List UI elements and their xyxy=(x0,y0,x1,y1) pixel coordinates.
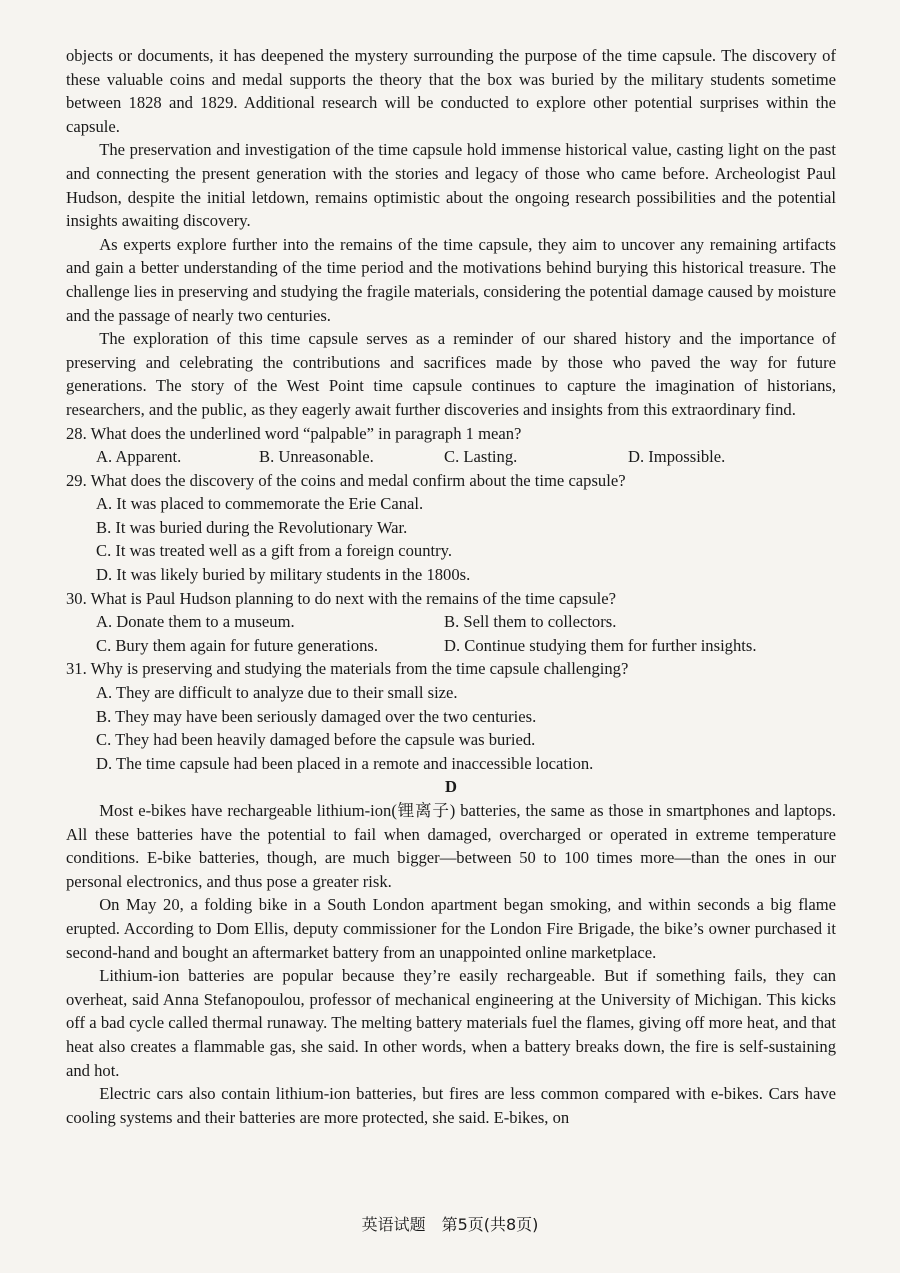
passage-d-paragraph: Electric cars also contain lithium-ion batteries, but fires are less common compared with e-bikes. Cars have cooling systems and their batteries are more protected, she said. E-bikes, on xyxy=(66,1084,836,1127)
option-c: C. They had been heavily damaged before the capsule was buried. xyxy=(96,730,536,750)
question-stem: 31. Why is preserving and studying the materials from the time capsule challenging? xyxy=(66,659,629,679)
options-row xyxy=(66,634,836,658)
question-stem: 30. What is Paul Hudson planning to do next with the remains of the time capsule? xyxy=(66,588,616,608)
exam-page xyxy=(66,44,836,1129)
question-31 xyxy=(66,657,836,775)
section-heading: D xyxy=(445,777,457,797)
option-c: C. Bury them again for future generations. xyxy=(96,635,379,655)
option-b: B. They may have been seriously damaged over the two centuries. xyxy=(96,706,537,726)
passage-c-paragraph: The exploration of this time capsule serves as a reminder of our shared history and the importance of preserving and celebrating the contributions and sacrifices made by those who paved the way for future generations. The story of the West Point time capsule continues to capture the imagination of historians, researchers, and the public, as they eagerly await further discoveries and insights from this extraordinary find. xyxy=(66,329,836,419)
question-30 xyxy=(66,587,836,658)
options-row xyxy=(66,445,836,469)
question-29 xyxy=(66,469,836,587)
passage-c-paragraph: objects or documents, it has deepened the mystery surrounding the purpose of the time capsule. The discovery of these valuable coins and medal supports the theory that the box was buried by the military students sometime between 1828 and 1829. Additional research will be conducted to explore other potential surprises within the capsule. xyxy=(66,46,836,136)
options-row xyxy=(66,610,836,634)
option-b: B. It was buried during the Revolutionary War. xyxy=(96,517,408,537)
question-28 xyxy=(66,422,836,469)
passage-c-paragraph: As experts explore further into the remains of the time capsule, they aim to uncover any remaining artifacts and gain a better understanding of the time period and the motivations behind burying this historical treasure. The challenge lies in preserving and studying the fragile materials, considering the potential damage caused by moisture and the passage of nearly two centuries. xyxy=(66,234,836,325)
option-d: D. It was likely buried by military students in the 1800s. xyxy=(96,565,471,585)
page-footer: 英语试题 第5页(共8页) xyxy=(361,1215,539,1234)
option-d: D. Impossible. xyxy=(628,447,726,467)
option-a: A. It was placed to commemorate the Erie Canal. xyxy=(96,494,424,514)
option-d: D. Continue studying them for further insights. xyxy=(444,635,757,655)
option-a: A. Apparent. xyxy=(96,447,182,467)
option-b: B. Sell them to collectors. xyxy=(444,612,617,632)
option-c: C. It was treated well as a gift from a foreign country. xyxy=(96,541,453,561)
passage-d-paragraph: Lithium-ion batteries are popular because they’re easily rechargeable. But if something fails, they can overheat, said Anna Stefanopoulou, professor of mechanical engineering at the University of Michigan. This kicks off a bad cycle called thermal runaway. The melting battery materials fuel the flames, giving off more heat, and that heat also creates a flammable gas, she said. In other words, when a battery breaks down, the fire is self-sustaining and hot. xyxy=(66,966,836,1080)
option-a: A. Donate them to a museum. xyxy=(96,612,295,632)
passage-c-paragraph: The preservation and investigation of the time capsule hold immense historical value, casting light on the past and connecting the present generation with the stories and legacy of those who came before. Archeologist Paul Hudson, despite the initial letdown, remains optimistic about the ongoing research possibilities and the potential insights awaiting discovery. xyxy=(66,140,836,231)
option-c: C. Lasting. xyxy=(444,447,518,467)
option-a: A. They are difficult to analyze due to their small size. xyxy=(96,683,458,703)
question-stem: 29. What does the discovery of the coins and medal confirm about the time capsule? xyxy=(66,470,626,490)
option-b: B. Unreasonable. xyxy=(259,447,374,467)
passage-d-paragraph: Most e-bikes have rechargeable lithium-ion(锂离子) batteries, the same as those in smartphones and laptops. All these batteries have the potential to fail when damaged, overcharged or operated in extreme temperature conditions. E-bike batteries, though, are much bigger—between 50 to 100 times more—than the ones in our personal electronics, and thus pose a greater risk. xyxy=(66,801,836,891)
option-d: D. The time capsule had been placed in a remote and inaccessible location. xyxy=(96,753,594,773)
passage-d-paragraph: On May 20, a folding bike in a South London apartment began smoking, and within seconds a big flame erupted. According to Dom Ellis, deputy commissioner for the London Fire Brigade, the bike’s owner purchased it second-hand and bought an aftermarket battery from an unappointed online marketplace. xyxy=(66,895,836,962)
question-stem: 28. What does the underlined word “palpable” in paragraph 1 mean? xyxy=(66,423,522,443)
